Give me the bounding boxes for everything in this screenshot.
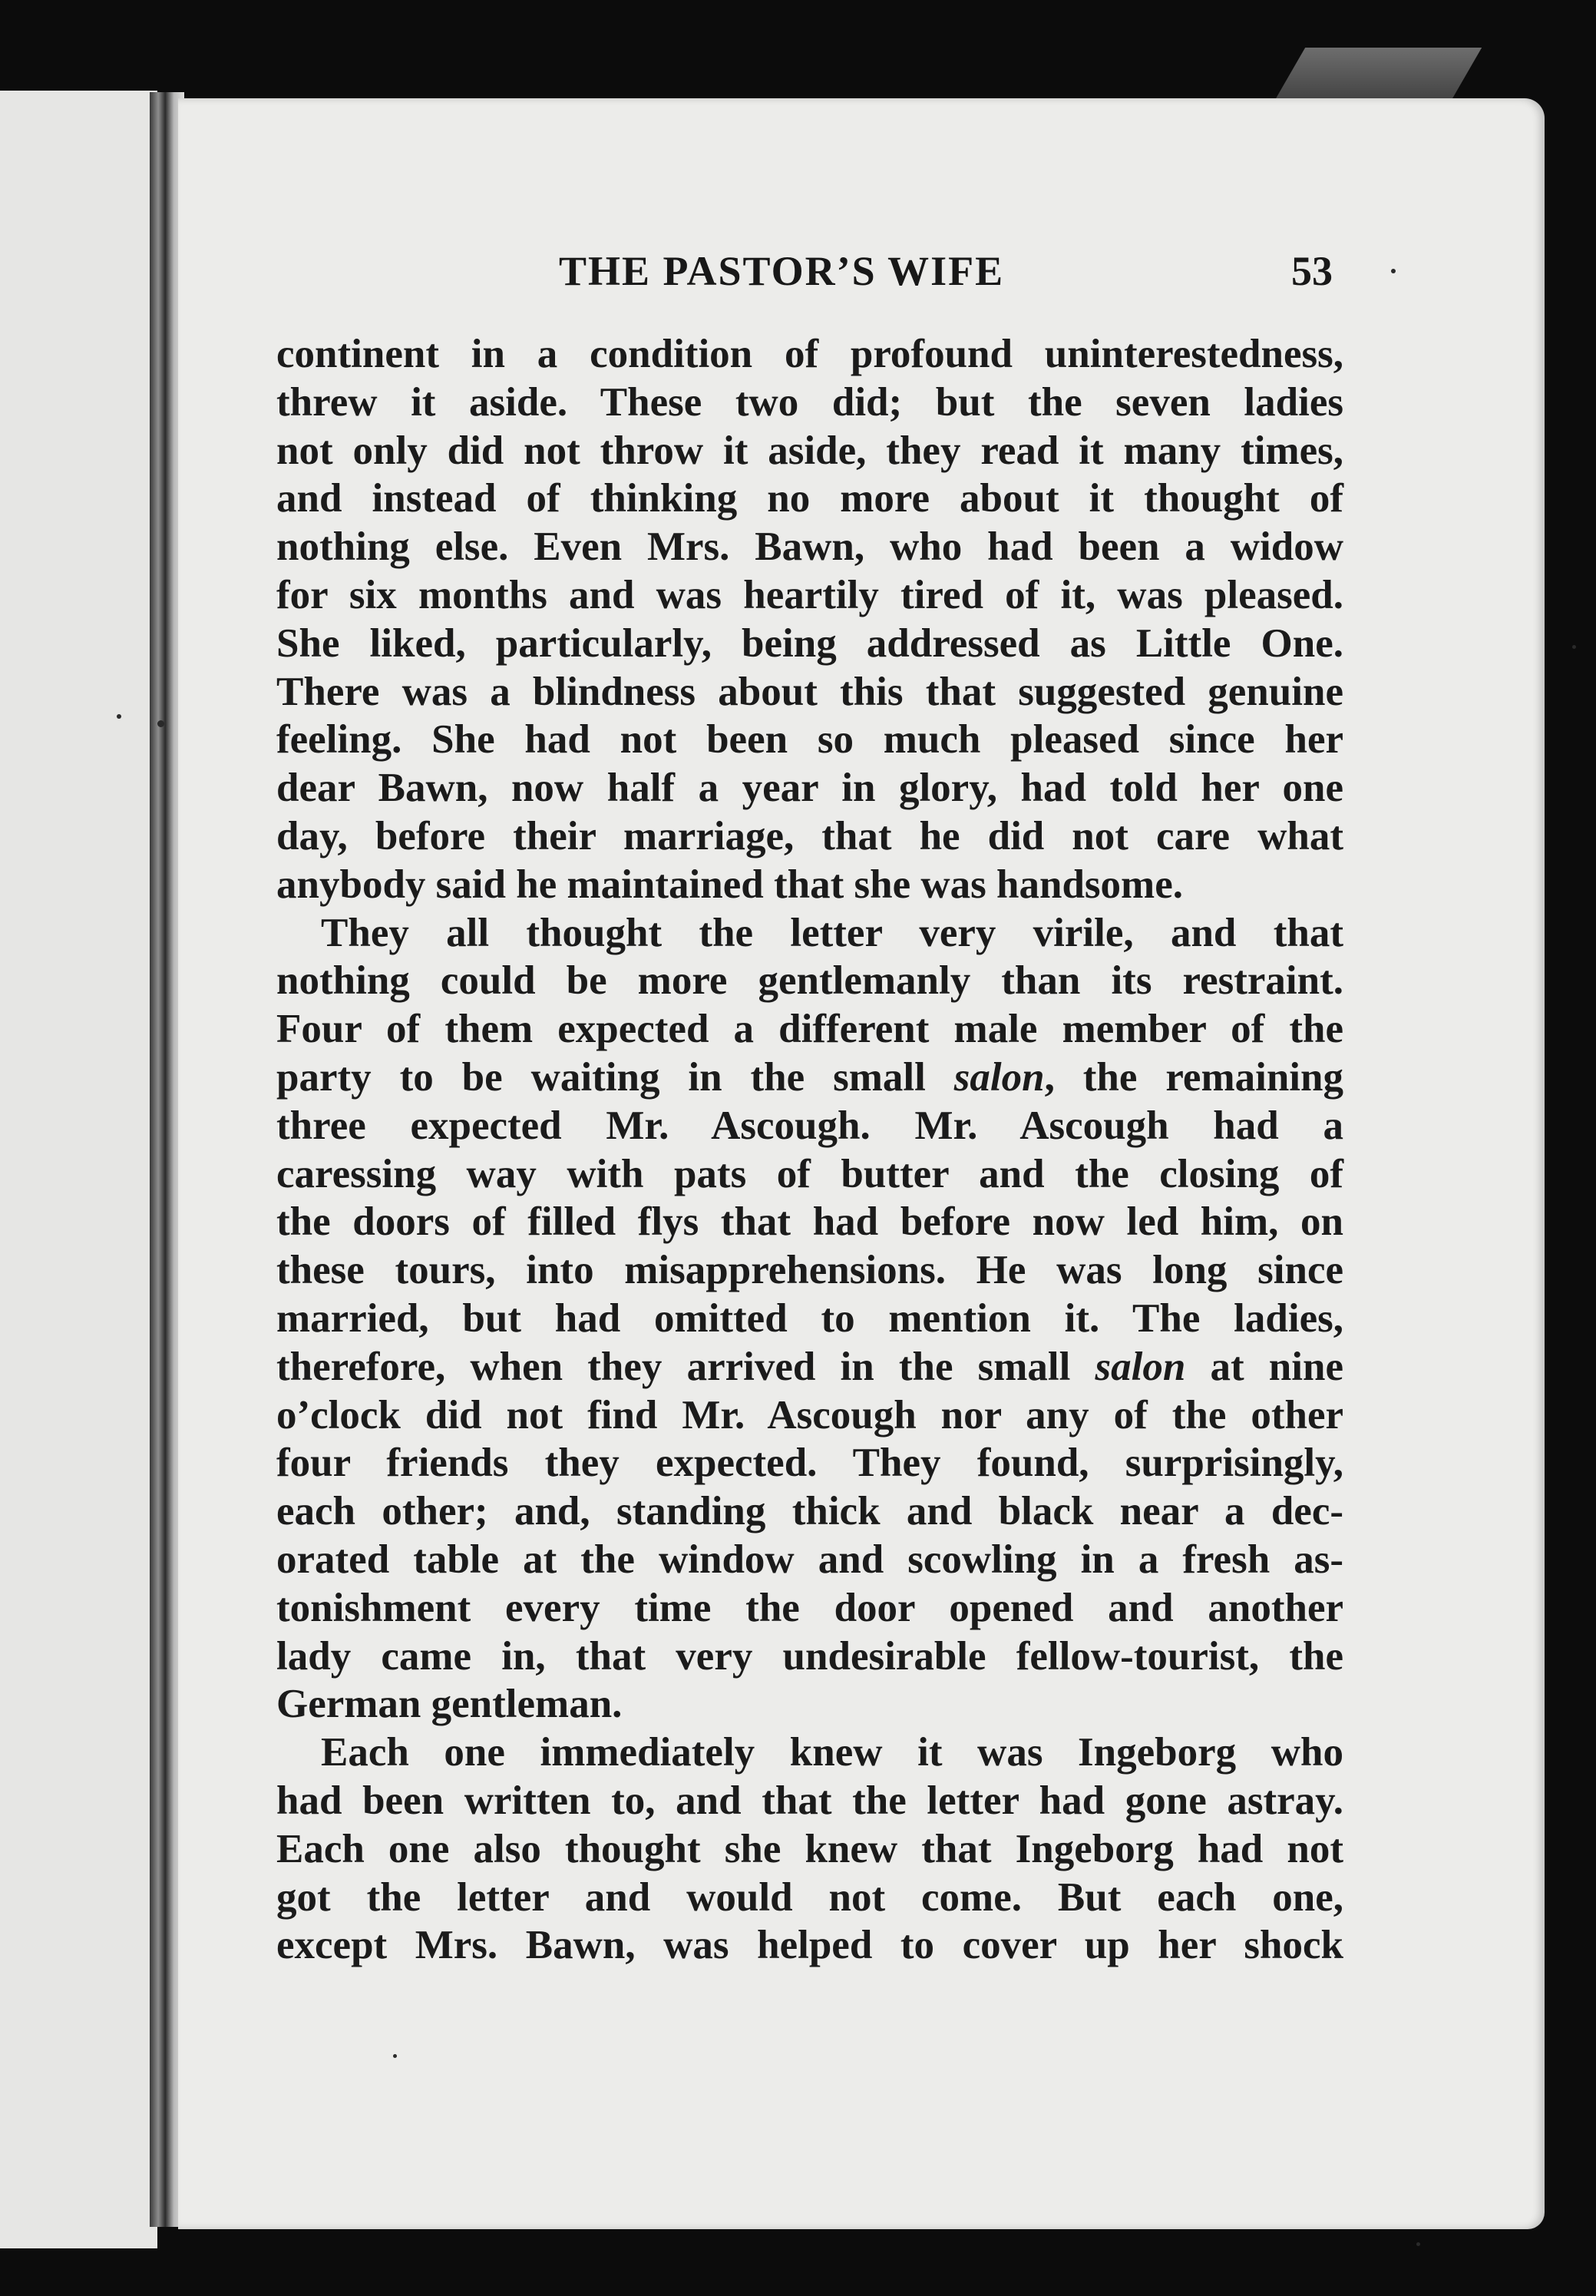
text-line: tonishment every time the door opened and another xyxy=(276,1585,1343,1630)
text-line: anybody said he maintained that she was handsome. xyxy=(276,862,1183,907)
text-line: orated table at the window and scowling in a fresh as- xyxy=(276,1537,1343,1582)
text-line: got the letter and would not come. But each one, xyxy=(276,1874,1343,1920)
facing-page-edge xyxy=(0,91,157,2248)
ink-speck xyxy=(117,714,121,719)
text-line: had been written to, and that the letter had gone astray. xyxy=(276,1778,1343,1823)
text-line: each other; and, standing thick and black near a dec- xyxy=(276,1489,1343,1534)
text-line: o’clock did not find Mr. Ascough nor any of the other xyxy=(276,1392,1343,1437)
ink-speck xyxy=(1416,2242,1420,2246)
text-line: nothing else. Even Mrs. Bawn, who had been a widow xyxy=(276,524,1343,570)
text-line: Four of them expected a different male member of the xyxy=(276,1007,1343,1052)
text-line: Each one also thought she knew that Ingeborg had not xyxy=(276,1826,1343,1871)
text-line: for six months and was heartily tired of it, was pleased. xyxy=(276,572,1343,617)
text-segment: therefore, when they arrived in the small xyxy=(276,1344,1071,1389)
text-line: German gentleman. xyxy=(276,1682,623,1727)
text-line: the doors of filled flys that had before now led him, on xyxy=(276,1199,1343,1245)
running-title: THE PASTOR’S WIFE xyxy=(559,248,1005,294)
page-number: 53 xyxy=(1291,248,1333,294)
text-line: dear Bawn, now half a year in glory, had told her one xyxy=(276,766,1343,811)
text-line: continent in a condition of profound uninterestedness, xyxy=(276,332,1343,376)
ink-speck xyxy=(1391,269,1396,273)
ink-speck xyxy=(393,2054,397,2058)
text-line: and instead of thinking no more about it thought of xyxy=(276,476,1343,521)
text-line: threw it aside. These two did; but the seven ladies xyxy=(276,379,1343,425)
text-line: They all thought the letter very virile, and that xyxy=(321,910,1343,955)
text-line-with-italic xyxy=(276,1343,1343,1391)
text-line: four friends they expected. They found, surprisingly, xyxy=(276,1441,1343,1486)
text-line-with-italic xyxy=(276,1054,1343,1102)
italic-word: salon xyxy=(953,1054,1045,1100)
text-segment: at nine xyxy=(1185,1344,1344,1389)
text-line: not only did not throw it aside, they read it many times, xyxy=(276,428,1343,473)
text-segment: party to be waiting in the small xyxy=(276,1054,926,1100)
text-line: lady came in, that very undesirable fellow-tourist, the xyxy=(276,1633,1343,1679)
text-line: day, before their marriage, that he did not care what xyxy=(276,813,1343,859)
page-body-text xyxy=(276,330,1343,1970)
italic-word: salon xyxy=(1095,1344,1186,1389)
text-line: except Mrs. Bawn, was helped to cover up her shock xyxy=(276,1923,1343,1968)
text-line: married, but had omitted to mention it. The ladies, xyxy=(276,1295,1343,1341)
text-line: There was a blindness about this that suggested genuine xyxy=(276,669,1343,714)
text-line: nothing could be more gentlemanly than its restraint. xyxy=(276,958,1343,1004)
text-line: these tours, into misapprehensions. He was long since xyxy=(276,1248,1343,1293)
ink-speck xyxy=(1572,645,1576,649)
text-segment: , the remaining xyxy=(1044,1054,1343,1100)
text-line: She liked, particularly, being addressed as Little One. xyxy=(276,620,1343,666)
ink-speck xyxy=(157,720,164,727)
scan-smudge xyxy=(1274,48,1482,101)
text-line: Each one immediately knew it was Ingeborg who xyxy=(321,1730,1343,1775)
text-line: three expected Mr. Ascough. Mr. Ascough had a xyxy=(276,1103,1343,1148)
text-line: caressing way with pats of butter and the closing of xyxy=(276,1151,1343,1196)
text-line: feeling. She had not been so much pleased since her xyxy=(276,717,1343,763)
